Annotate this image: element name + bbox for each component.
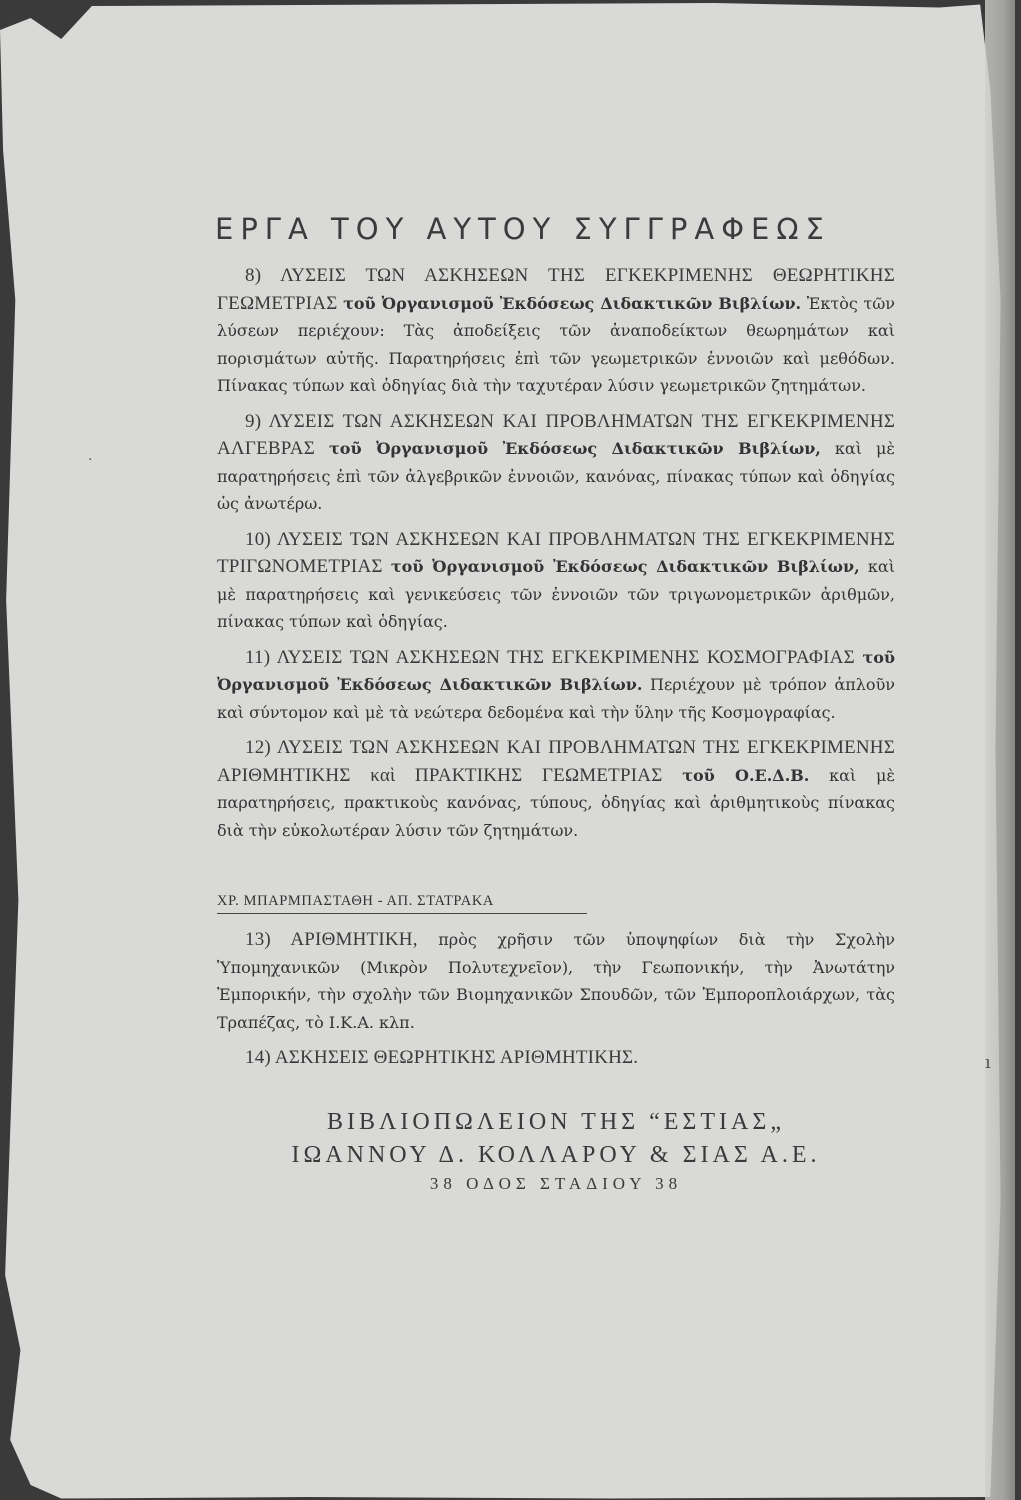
coauthored-works-list [217, 926, 895, 1080]
work-description: Περιέχουν μὲ τρόπον ἁπλοῦν καὶ σύντομον καὶ μὲ τὰ νεώτερα δεδομένα καὶ τὴν ὕλην τῆς Κοσμογραφίας. [217, 675, 896, 722]
work-publisher: τοῦ Ὀργανισμοῦ Ἐκδόσεως Διδακτικῶν Βιβλίων, [329, 439, 821, 458]
work-title: 12) ΛΥΣΕΙΣ ΤΩΝ ΑΣΚΗΣΕΩΝ ΚΑΙ ΠΡΟΒΛΗΜΑΤΩΝ ΤΗΣ ΕΓΚΕΚΡΙΜΕΝΗΣ ΑΡΙΘΜΗΤΙΚΗΣ καὶ ΠΡΑΚΤΙΚΗΣ ΓΕΩΜΕΤΡΙΑΣ [217, 737, 895, 786]
work-entry-14 [217, 1044, 895, 1072]
ink-speck: · [88, 452, 93, 468]
work-entry-9 [217, 408, 895, 518]
work-entry-13 [217, 926, 895, 1036]
work-title: 9) ΛΥΣΕΙΣ ΤΩΝ ΑΣΚΗΣΕΩΝ ΚΑΙ ΠΡΟΒΛΗΜΑΤΩΝ ΤΗΣ ΕΓΚΕΚΡΙΜΕΝΗΣ ΑΛΓΕΒΡΑΣ [217, 410, 895, 459]
work-entry-10 [217, 526, 895, 636]
work-title: 14) ΑΣΚΗΣΕΙΣ ΘΕΩΡΗΤΙΚΗΣ ΑΡΙΘΜΗΤΙΚΗΣ. [245, 1047, 639, 1068]
work-description: Ἐκτὸς τῶν λύσεων περιέχουν: Τὰς ἀποδείξεις τῶν ἀναποδείκτων θεωρημάτων καὶ πορισμάτων αὐτῆς. Παρατηρήσεις ἐπὶ τῶν γεωμετρικῶν ἐννοιῶν καὶ μεθόδων. Πίνακας τύπων καὶ ὁδηγίας διὰ τὴν ταχυτέραν λύσιν γεωμετρικῶν ζητημάτων. [217, 293, 895, 395]
ink-speck: ı [985, 1052, 991, 1073]
work-description: πρὸς χρῆσιν τῶν ὑποψηφίων διὰ τὴν Σχολὴν Ὑπομηχανικῶν (Μικρὸν Πολυτεχνεῖον), τὴν Γεωπονικήν, τὴν Ἀνωτάτην Ἐμπορικήν, τὴν σχολὴν τῶν Βιομηχανικῶν Σπουδῶν, τῶν Ἐμποροπλοιάρχων, τὰς Τραπέζας, τὸ Ι.Κ.Α. κλπ. [217, 930, 895, 1032]
work-publisher: τοῦ Ὀργανισμοῦ Ἐκδόσεως Διδακτικῶν Βιβλίων, [390, 557, 860, 576]
work-description: καὶ μὲ παρατηρήσεις ἐπὶ τῶν ἀλγεβρικῶν ἐννοιῶν, κανόνας, πίνακας τύπων καὶ ὁδηγίας ὡς ἀνωτέρω. [217, 439, 895, 513]
works-list [217, 262, 895, 852]
book-spine-edge [985, 0, 1015, 1500]
work-title: 8) ΛΥΣΕΙΣ ΤΩΝ ΑΣΚΗΣΕΩΝ ΤΗΣ ΕΓΚΕΚΡΙΜΕΝΗΣ ΘΕΩΡΗΤΙΚΗΣ ΓΕΩΜΕΤΡΙΑΣ [217, 265, 895, 314]
work-title: 10) ΛΥΣΕΙΣ ΤΩΝ ΑΣΚΗΣΕΩΝ ΚΑΙ ΠΡΟΒΛΗΜΑΤΩΝ ΤΗΣ ΕΓΚΕΚΡΙΜΕΝΗΣ ΤΡΙΓΩΝΟΜΕΤΡΙΑΣ [217, 528, 895, 577]
bookshop-name: ΒΙΒΛΙΟΠΩΛΕΙΟΝ ΤΗΣ “ΕΣΤΙΑΣ„ [326, 1109, 786, 1135]
publisher-address: 38 ΟΔΟΣ ΣΤΑΔΙΟΥ 38 [429, 1174, 683, 1193]
coauthors-heading: ΧΡ. ΜΠΑΡΜΠΑΣΤΑΘΗ - ΑΠ. ΣΤΑΤΡΑΚΑ [217, 893, 587, 914]
page-heading: ΕΡΓΑ ΤΟΥ ΑΥΤΟΥ ΣΥΓΓΡΑΦΕΩΣ [215, 212, 831, 246]
work-entry-11 [217, 644, 895, 727]
work-entry-12 [217, 734, 895, 844]
work-publisher: τοῦ Ο.Ε.Δ.Β. [682, 765, 810, 785]
work-entry-8 [217, 262, 895, 400]
publisher-imprint [217, 1106, 895, 1194]
work-publisher: τοῦ Ὀργανισμοῦ Ἐκδόσεως Διδακτικῶν Βιβλίων. [217, 647, 895, 694]
work-title: 11) ΛΥΣΕΙΣ ΤΩΝ ΑΣΚΗΣΕΩΝ ΤΗΣ ΕΓΚΕΚΡΙΜΕΝΗΣ ΚΟΣΜΟΓΡΑΦΙΑΣ [245, 646, 855, 668]
work-publisher: τοῦ Ὀργανισμοῦ Ἐκδόσεως Διδακτικῶν Βιβλίων. [343, 293, 802, 313]
publisher-name: ΙΩΑΝΝΟΥ Δ. ΚΟΛΛΑΡΟΥ & ΣΙΑΣ Α.Ε. [291, 1142, 821, 1168]
work-title: 13) ΑΡΙΘΜΗΤΙΚΗ, [245, 929, 418, 950]
work-description: καὶ μὲ παρατηρήσεις, πρακτικοὺς κανόνας, τύπους, ὁδηγίας καὶ ἀριθμητικοὺς πίνακας διὰ τὴν εὐκολωτέραν λύσιν τῶν ζητημάτων. [217, 765, 896, 840]
work-description: καὶ μὲ παρατηρήσεις καὶ γενικεύσεις τῶν ἐννοιῶν τῶν τριγωνομετρικῶν ἀριθμῶν, πίνακας τύπων καὶ ὁδηγίας. [217, 557, 895, 631]
